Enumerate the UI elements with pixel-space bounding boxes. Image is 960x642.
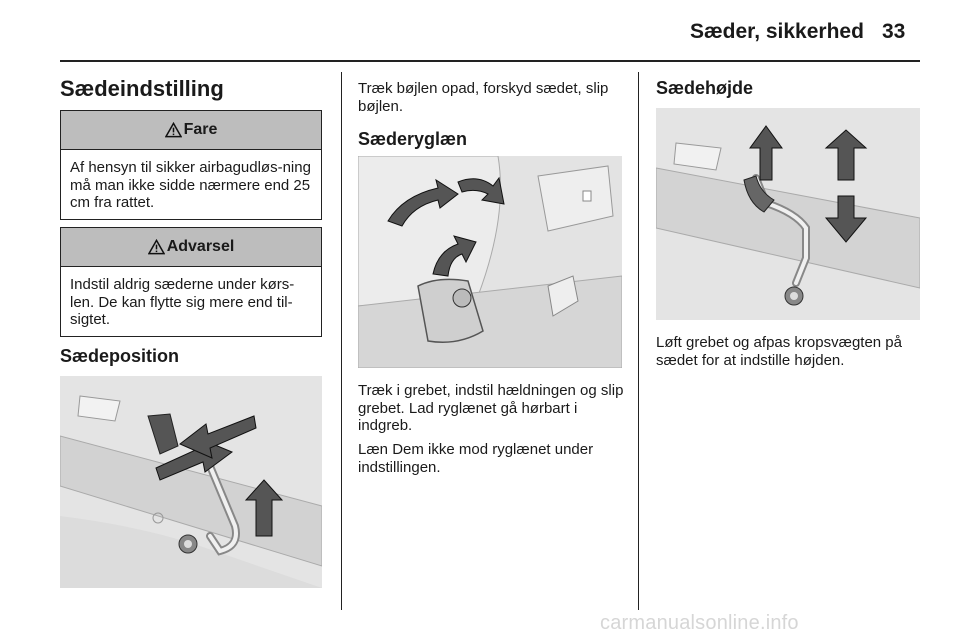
danger-notice-text: Af hensyn til sikker airbagudløs-ning må man ikke sidde nærmere end 25 cm fra rattet. <box>70 159 311 211</box>
warning-notice-header <box>61 228 321 267</box>
seat-height-instruction-text: Løft grebet og afpas kropsvægten på sædet for at indstille højden. <box>656 334 902 369</box>
header-rule <box>60 60 920 62</box>
footer-watermark: carmanualsonline.info <box>600 612 799 634</box>
warning-triangle-icon <box>148 239 165 255</box>
backrest-instruction-text: Træk i grebet, indstil hældningen og slip grebet. Lad ryglænet gå hørbart i indgreb. <box>358 382 624 434</box>
seat-backrest-lever-illustration <box>358 156 622 368</box>
intro-text: Træk bøjlen opad, forskyd sædet, slip bøjlen. <box>358 80 609 115</box>
danger-notice-label: Fare <box>183 121 218 138</box>
subsection-title-seat-position: Sædeposition <box>60 346 180 366</box>
subsection-title-seat-height: Sædehøjde <box>656 78 754 98</box>
page-header-title: Sæder, sikkerhed <box>690 20 864 43</box>
subsection-title-backrest: Sæderyglæn <box>358 129 468 149</box>
column-divider-left <box>341 72 342 610</box>
page-number: 33 <box>882 20 906 43</box>
warning-notice-text: Indstil aldrig sæderne under kørs-len. De kan flytte sig mere end til-sigtet. <box>70 276 295 328</box>
warning-notice-label: Advarsel <box>166 238 235 255</box>
seat-height-lever-illustration <box>656 108 920 320</box>
warning-notice <box>60 227 322 337</box>
backrest-caution-text: Læn Dem ikke mod ryglænet under indstillingen. <box>358 441 594 476</box>
column-divider-right <box>638 72 639 610</box>
warning-triangle-icon <box>165 122 182 138</box>
section-title: Sædeindstilling <box>60 76 224 101</box>
danger-notice-header <box>61 111 321 150</box>
seat-position-lever-illustration <box>60 376 322 588</box>
danger-notice <box>60 110 322 220</box>
